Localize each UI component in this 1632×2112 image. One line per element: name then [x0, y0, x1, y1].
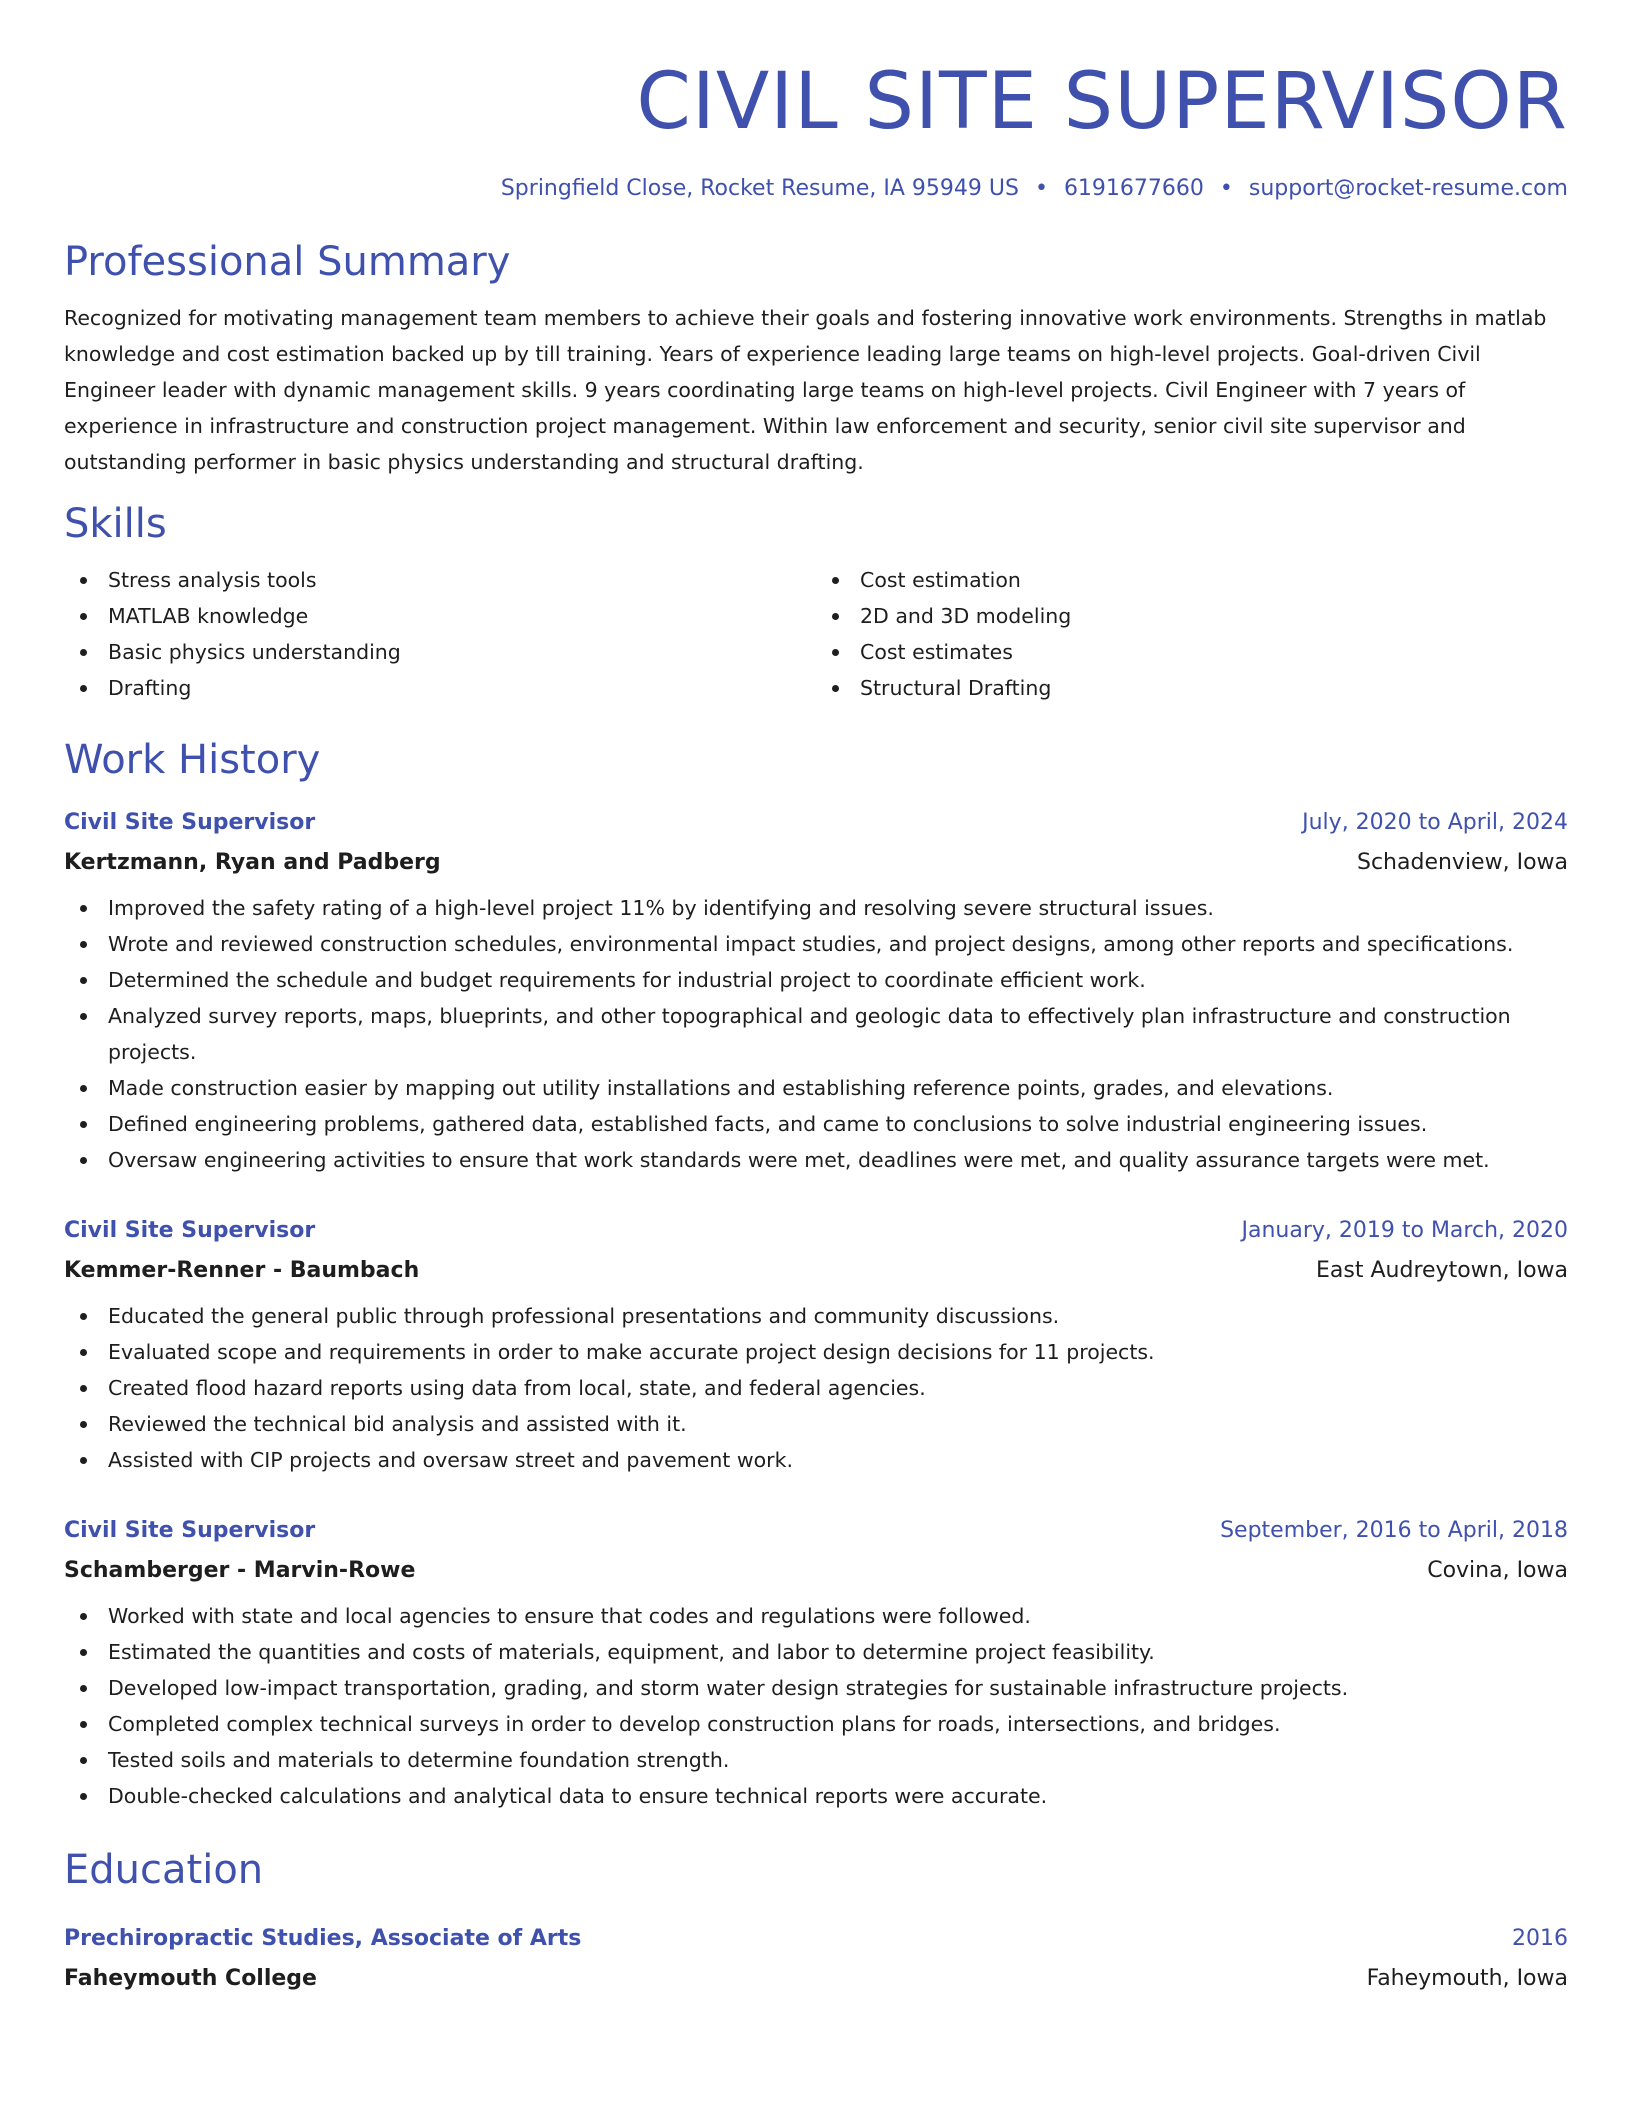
contact-separator: • [1219, 176, 1233, 201]
job-bullet: Developed low-impact transportation, grading, and storm water design strategies for sustainable infrastructure projects. [64, 1670, 1568, 1706]
skill-item: MATLAB knowledge [64, 598, 816, 634]
skill-item: 2D and 3D modeling [816, 598, 1568, 634]
job-bullet: Determined the schedule and budget requirements for industrial project to coordinate efficient work. [64, 962, 1568, 998]
section-title-skills: Skills [64, 501, 167, 547]
section-title-summary: Professional Summary [64, 239, 511, 285]
education-degree: Prechiropractic Studies, Associate of Arts [64, 1926, 582, 1951]
job-bullet: Worked with state and local agencies to ensure that codes and regulations were followed. [64, 1598, 1568, 1634]
resume-name: CIVIL SITE SUPERVISOR [636, 57, 1568, 147]
skill-item: Basic physics understanding [64, 634, 816, 670]
skill-item: Structural Drafting [816, 670, 1568, 706]
job-bullet: Assisted with CIP projects and oversaw street and pavement work. [64, 1442, 1568, 1478]
skills-column-right [816, 562, 1568, 706]
job-bullet: Wrote and reviewed construction schedules, environmental impact studies, and project designs, among other reports and specifications. [64, 926, 1568, 962]
job-dates: July, 2020 to April, 2024 [1302, 810, 1568, 835]
job-entry [64, 1216, 1568, 1478]
job-company: Kertzmann, Ryan and Padberg [64, 850, 441, 875]
contact-line [64, 174, 1568, 204]
skill-item: Drafting [64, 670, 816, 706]
education-year: 2016 [1512, 1926, 1568, 1951]
skills-column-left [64, 562, 816, 706]
job-bullet: Reviewed the technical bid analysis and assisted with it. [64, 1406, 1568, 1442]
summary-text: Recognized for motivating management team members to achieve their goals and fostering innovative work environments. Strengths in matlab knowledge and cost estimation backed up by till training. Years of experience leading large teams on high-level projects. Goal-driven Civil Engineer leader with dynamic management skills. 9 years coordinating large teams on high-level projects. Civil Engineer with 7 years of experience in infrastructure and construction project management. Within law enforcement and security, senior civil site supervisor and outstanding performer in basic physics understanding and structural drafting. [64, 306, 1547, 474]
job-location: Schadenview, Iowa [1357, 850, 1568, 875]
skill-item: Cost estimation [816, 562, 1568, 598]
skills-list [64, 562, 1568, 706]
education-school: Faheymouth College [64, 1966, 317, 1991]
job-title: Civil Site Supervisor [64, 1518, 316, 1543]
skill-item: Cost estimates [816, 634, 1568, 670]
job-bullets [64, 890, 1568, 1178]
job-entry [64, 808, 1568, 1178]
education-location: Faheymouth, Iowa [1366, 1966, 1568, 1991]
skill-item: Stress analysis tools [64, 562, 816, 598]
contact-address: Springfield Close, Rocket Resume, IA 95949 US [500, 176, 1019, 201]
job-bullet: Tested soils and materials to determine foundation strength. [64, 1742, 1568, 1778]
job-bullet: Defined engineering problems, gathered data, established facts, and came to conclusions to solve industrial engineering issues. [64, 1106, 1568, 1142]
job-bullet: Made construction easier by mapping out utility installations and establishing reference points, grades, and elevations. [64, 1070, 1568, 1106]
section-title-education: Education [64, 1847, 264, 1893]
job-dates: September, 2016 to April, 2018 [1220, 1518, 1568, 1543]
job-bullet: Evaluated scope and requirements in order to make accurate project design decisions for 11 projects. [64, 1334, 1568, 1370]
job-company: Kemmer-Renner - Baumbach [64, 1258, 420, 1283]
job-bullet: Analyzed survey reports, maps, blueprints, and other topographical and geologic data to effectively plan infrastructure and construction projects. [64, 998, 1568, 1070]
job-bullet: Educated the general public through professional presentations and community discussions. [64, 1298, 1568, 1334]
job-bullet: Improved the safety rating of a high-level project 11% by identifying and resolving severe structural issues. [64, 890, 1568, 926]
job-bullet: Created flood hazard reports using data from local, state, and federal agencies. [64, 1370, 1568, 1406]
education-entry [64, 1924, 1568, 1994]
job-dates: January, 2019 to March, 2020 [1241, 1218, 1568, 1243]
resume-page [64, 52, 1568, 1994]
job-company: Schamberger - Marvin-Rowe [64, 1558, 416, 1583]
job-location: East Audreytown, Iowa [1316, 1258, 1568, 1283]
contact-email[interactable]: support@rocket-resume.com [1248, 176, 1568, 201]
job-title: Civil Site Supervisor [64, 1218, 316, 1243]
contact-phone[interactable]: 6191677660 [1063, 176, 1204, 201]
job-bullet: Oversaw engineering activities to ensure that work standards were met, deadlines were met, and quality assurance targets were met. [64, 1142, 1568, 1178]
job-location: Covina, Iowa [1427, 1558, 1568, 1583]
job-bullet: Completed complex technical surveys in order to develop construction plans for roads, intersections, and bridges. [64, 1706, 1568, 1742]
contact-separator: • [1034, 176, 1048, 201]
job-bullets [64, 1298, 1568, 1478]
section-title-work-history: Work History [64, 737, 321, 783]
job-entry [64, 1516, 1568, 1814]
job-title: Civil Site Supervisor [64, 810, 316, 835]
job-bullet: Estimated the quantities and costs of materials, equipment, and labor to determine project feasibility. [64, 1634, 1568, 1670]
job-bullet: Double-checked calculations and analytical data to ensure technical reports were accurate. [64, 1778, 1568, 1814]
job-bullets [64, 1598, 1568, 1814]
